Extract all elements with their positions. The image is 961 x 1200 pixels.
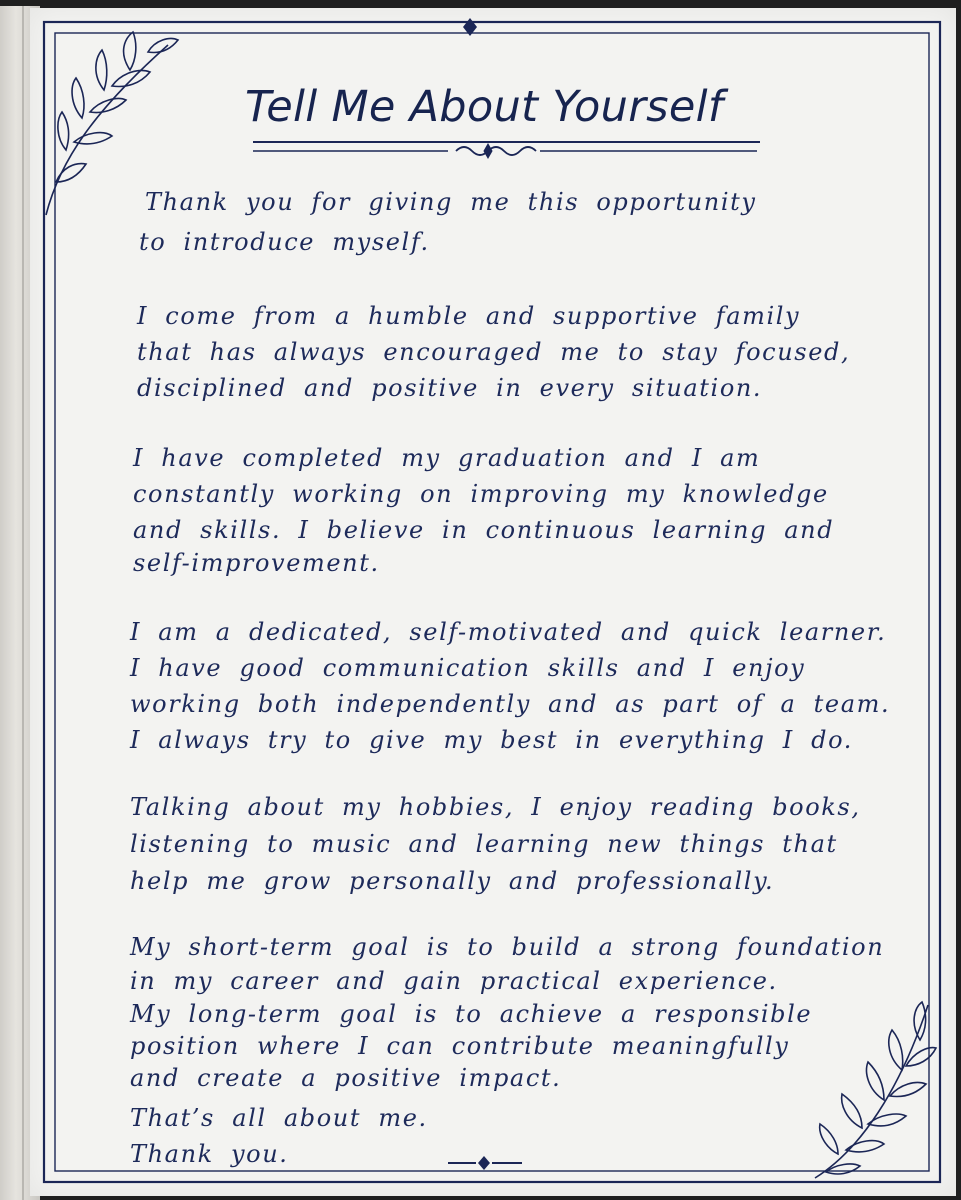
text-line: My long-term goal is to achieve a responsible (130, 1000, 813, 1028)
text-line: and create a positive impact. (130, 1064, 562, 1092)
leaf-branch-icon (815, 1002, 936, 1178)
text-line: I have good communication skills and I enjoy (130, 654, 806, 682)
text-line: that has always encouraged me to stay focused, (137, 338, 851, 366)
text-line: I come from a humble and supportive family (137, 302, 801, 330)
text-line: working both independently and as part of a team. (130, 690, 891, 718)
page-title: Tell Me About Yourself (245, 82, 724, 132)
text-line: Thank you. (130, 1140, 289, 1168)
text-line: help me grow personally and professionally. (130, 867, 775, 895)
title-block (245, 82, 765, 132)
text-line: I am a dedicated, self-motivated and quick learner. (130, 618, 887, 646)
text-line: I always try to give my best in everything I do. (130, 726, 853, 754)
text-line: disciplined and positive in every situation. (137, 374, 763, 402)
text-line: My short-term goal is to build a strong foundation (130, 933, 885, 961)
flourish-divider-icon (253, 142, 760, 158)
text-line: That’s all about me. (130, 1104, 428, 1132)
text-line: I have completed my graduation and I am (133, 444, 761, 472)
text-line: self-improvement. (133, 549, 380, 577)
text-line: listening to music and learning new things that (130, 830, 838, 858)
diamond-icon (448, 1156, 522, 1170)
text-line: in my career and gain practical experience. (130, 967, 778, 995)
text-line: Talking about my hobbies, I enjoy reading books, (130, 793, 861, 821)
text-line: to introduce myself. (139, 228, 430, 256)
text-line: position where I can contribute meaningfully (130, 1032, 790, 1060)
text-line: Thank you for giving me this opportunity (145, 188, 757, 216)
text-line: and skills. I believe in continuous learning and (133, 516, 835, 544)
text-line: constantly working on improving my knowledge (133, 480, 829, 508)
